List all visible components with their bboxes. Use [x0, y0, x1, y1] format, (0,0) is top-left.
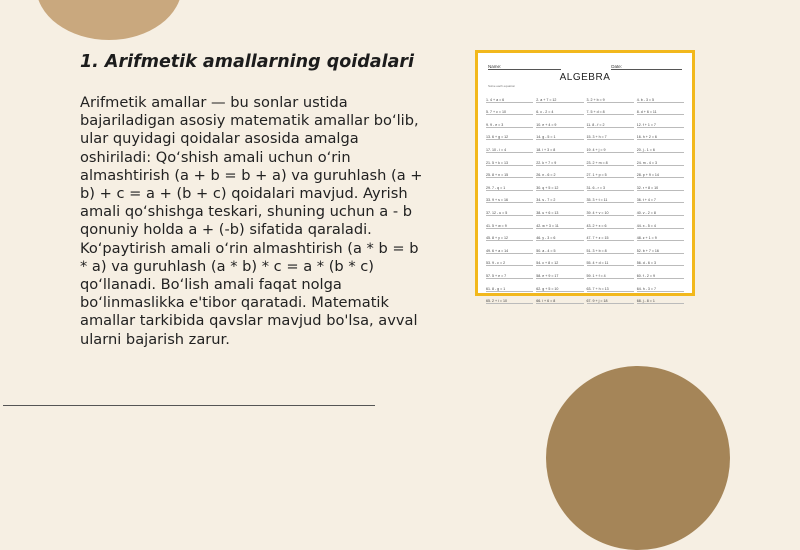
worksheet-problem: 7. 5 + d = 8: [587, 103, 634, 116]
worksheet-problem: 65. 2 + i = 10: [486, 292, 533, 305]
worksheet-problem: 63. 7 + h = 13: [587, 279, 634, 292]
worksheet-problem: 24. m - 4 = 3: [637, 153, 684, 166]
worksheet-problem: 43. 2 + x = 6: [587, 216, 634, 229]
decorative-circle-top: [36, 0, 182, 40]
worksheet-problem: 36. t + 4 = 7: [637, 191, 684, 204]
worksheet-problem: 58. e + 9 = 17: [536, 266, 583, 279]
worksheet-problem: 23. 2 + m = 8: [587, 153, 634, 166]
worksheet-problem: 62. g + 5 = 10: [536, 279, 583, 292]
worksheet-problem: 31. 6 - r = 3: [587, 178, 634, 191]
worksheet-problem: 21. 5 + k = 13: [486, 153, 533, 166]
worksheet-problem: 11. 8 - f = 2: [587, 115, 634, 128]
worksheet-problem: 49. 6 + a = 14: [486, 241, 533, 254]
worksheet-problem: 59. 1 + f = 4: [587, 266, 634, 279]
slide-title: 1. Arifmetik amallarning qoidalari: [80, 52, 415, 72]
worksheet-problem: 26. n - 6 = 2: [536, 166, 583, 179]
worksheet-problem: 40. v - 2 = 8: [637, 203, 684, 216]
worksheet-problem: 50. a - 4 = 5: [536, 241, 583, 254]
worksheet-problem: 33. 9 + s = 16: [486, 191, 533, 204]
worksheet-problem: 51. 3 + b = 8: [587, 241, 634, 254]
worksheet-problem: 4. b - 3 = 5: [637, 90, 684, 103]
worksheet-problem: 34. s - 7 = 2: [536, 191, 583, 204]
worksheet-problem: 12. f + 1 = 7: [637, 115, 684, 128]
worksheet-problem: 8. d + 6 = 11: [637, 103, 684, 116]
bottom-divider-line: [3, 405, 375, 406]
worksheet-problem: 17. 10 - i = 4: [486, 140, 533, 153]
worksheet-problem: 27. 1 + p = 5: [587, 166, 634, 179]
worksheet-problem: 41. 5 + w = 9: [486, 216, 533, 229]
worksheet-problem: 39. 4 + v = 10: [587, 203, 634, 216]
worksheet-problem: 68. j - 8 = 1: [637, 292, 684, 305]
decorative-circle-bottom: [546, 366, 730, 550]
worksheet-problem: 16. h + 2 = 6: [637, 128, 684, 141]
worksheet-name-label: Name:: [488, 64, 561, 70]
worksheet-problem: 56. d - 6 = 3: [637, 254, 684, 267]
worksheet-problem: 37. 12 - u = 5: [486, 203, 533, 216]
worksheet-date-label: Date:: [611, 64, 682, 70]
worksheet-problem: 61. 8 - g = 1: [486, 279, 533, 292]
worksheet-problem: 54. c + 8 = 12: [536, 254, 583, 267]
worksheet-problem: 38. u + 6 = 13: [536, 203, 583, 216]
worksheet-problem: 64. h - 3 = 7: [637, 279, 684, 292]
slide-body-text: Arifmetik amallar — bu sonlar ustida bajariladigan asosiy matematik amallar bo‘lib, ular quyidagi qoidalar asosida amalga oshiriladi: Qo‘shish amali uchun o‘rin almashtirish (a + b = b + a) va guruhlash (a + b) + c = a + (b + c) qoidalari mavjud. Ayrish amali qo‘shishga teskari, shuning uchun a - b qonuniy holda a + (-b) sifatida qaraladi. Ko‘paytirish amali o‘rin almashtirish (a * b = b * a) va guruhlash (a * b) * c = a * (b * c) qo‘llanadi. Bo‘lish amali faqat nolga bo‘linmaslikka e'tibor qaratadi. Matematik amallar tarkibida qavslar mavjud bo'lsa, avval ularni bajarish zarur.: [80, 94, 423, 348]
algebra-worksheet-image: [475, 50, 695, 304]
worksheet-problem: 45. 8 + y = 12: [486, 229, 533, 242]
worksheet-problem: 22. k + 7 = 9: [536, 153, 583, 166]
worksheet-problem: 55. 4 + d = 11: [587, 254, 634, 267]
worksheet-subtitle: Solve each equation: [488, 84, 516, 88]
worksheet-problem: 19. 4 + j = 9: [587, 140, 634, 153]
worksheet-problem: 30. q + 5 = 12: [536, 178, 583, 191]
worksheet-problem: 1. 4 + a = 6: [486, 90, 533, 103]
worksheet-problem: 5. 7 + c = 10: [486, 103, 533, 116]
worksheet-problem: 47. 7 + z = 15: [587, 229, 634, 242]
worksheet-problem: 29. 7 - q = 1: [486, 178, 533, 191]
worksheet-problem: 14. g - 5 = 1: [536, 128, 583, 141]
worksheet-problem: 10. e + 4 = 9: [536, 115, 583, 128]
worksheet-problem: 9. 9 - e = 3: [486, 115, 533, 128]
worksheet-problem: 3. 2 + b = 9: [587, 90, 634, 103]
worksheet-problem: 32. r + 8 = 10: [637, 178, 684, 191]
worksheet-problem: 44. x - 5 = 4: [637, 216, 684, 229]
worksheet-problem: 66. i + 6 = 8: [536, 292, 583, 305]
worksheet-problem: 60. f - 2 = 9: [637, 266, 684, 279]
worksheet-problem: 25. 8 + n = 15: [486, 166, 533, 179]
worksheet-problem: 46. y - 3 = 6: [536, 229, 583, 242]
worksheet-problem: 2. a + 7 = 12: [536, 90, 583, 103]
worksheet-problem: 18. i + 3 = 8: [536, 140, 583, 153]
worksheet-problem: 35. 3 + t = 11: [587, 191, 634, 204]
worksheet-problem: 15. 3 + h = 7: [587, 128, 634, 141]
worksheet-problem-grid: [486, 90, 684, 304]
worksheet-problem: 13. 6 + g = 12: [486, 128, 533, 141]
worksheet-problem: 67. 9 + j = 18: [587, 292, 634, 305]
worksheet-problem: 57. 5 + e = 7: [486, 266, 533, 279]
worksheet-problem: 28. p + 9 = 14: [637, 166, 684, 179]
worksheet-problem: 6. c - 2 = 4: [536, 103, 583, 116]
worksheet-problem: 48. z + 1 = 9: [637, 229, 684, 242]
worksheet-header: [488, 64, 682, 70]
worksheet-problem: 52. b + 7 = 16: [637, 241, 684, 254]
worksheet-problem: 53. 9 - c = 2: [486, 254, 533, 267]
worksheet-title: ALGEBRA: [559, 72, 611, 83]
worksheet-problem: 20. j - 1 = 6: [637, 140, 684, 153]
worksheet-problem: 42. w + 3 = 11: [536, 216, 583, 229]
